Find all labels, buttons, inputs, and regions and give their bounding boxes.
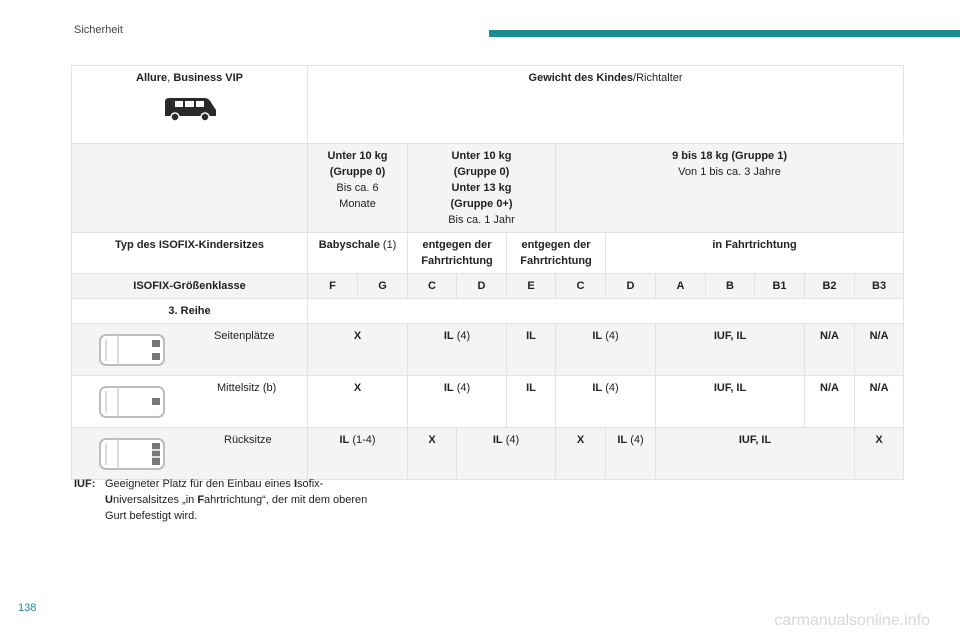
legend-iuf <box>74 476 374 524</box>
size-cell: B3 <box>855 274 904 299</box>
weight-header-cell: Gewicht des Kindes/Richtalter <box>308 66 904 144</box>
legend-text: Geeigneter Platz für den Einbau eines Isofix- Universalsitzes „in Fahrtrichtung“, der mit dem oberen Gurt befestigt wird. <box>105 478 368 522</box>
empty-cell <box>308 299 904 324</box>
seat-row-label: Rücksitze <box>224 434 272 446</box>
group-cell-3: 9 bis 18 kg (Gruppe 1) Von 1 bis ca. 3 Jahre <box>556 144 904 233</box>
size-cell: B <box>706 274 755 299</box>
value-cell: IUF, IL <box>656 376 805 428</box>
type-label-cell: Typ des ISOFIX-Kindersitzes <box>72 233 308 274</box>
page-number: 138 <box>18 602 37 614</box>
value-cell: X <box>408 428 457 480</box>
seat-row-label-cell <box>72 324 308 376</box>
type-cell-4: in Fahrtrichtung <box>606 233 904 274</box>
value-cell: X <box>308 324 408 376</box>
size-label-cell: ISOFIX-Größenklasse <box>72 274 308 299</box>
size-cell: F <box>308 274 358 299</box>
model-name: Allure, Business VIP <box>136 72 244 84</box>
size-cell: B1 <box>755 274 805 299</box>
value-cell: IL (4) <box>457 428 556 480</box>
value-cell: IL (1-4) <box>308 428 408 480</box>
size-cell: C <box>556 274 606 299</box>
value-cell: IL (4) <box>606 428 656 480</box>
legend-key: IUF: <box>74 478 96 490</box>
value-cell: IUF, IL <box>656 324 805 376</box>
seat-rear-icon <box>98 435 168 473</box>
seat-row-label: Seitenplätze <box>214 330 275 342</box>
value-cell: N/A <box>805 376 855 428</box>
type-cell-1: Babyschale (1) <box>308 233 408 274</box>
seat-row-label-cell <box>72 428 308 480</box>
group-cell-1: Unter 10 kg (Gruppe 0) Bis ca. 6 Monate <box>308 144 408 233</box>
size-cell: D <box>606 274 656 299</box>
value-cell: IL (4) <box>556 324 656 376</box>
isofix-table <box>71 65 904 480</box>
group-cell-2: Unter 10 kg (Gruppe 0) Unter 13 kg (Gruppe 0+) Bis ca. 1 Jahr <box>408 144 556 233</box>
seat-middle-icon <box>98 383 168 421</box>
empty-cell <box>72 144 308 233</box>
value-cell: X <box>855 428 904 480</box>
size-cell: C <box>408 274 457 299</box>
size-cell: A <box>656 274 706 299</box>
size-cell: E <box>507 274 556 299</box>
value-cell: IL <box>507 324 556 376</box>
value-cell: N/A <box>855 324 904 376</box>
size-cell: B2 <box>805 274 855 299</box>
value-cell: N/A <box>855 376 904 428</box>
type-cell-3: entgegen der Fahrtrichtung <box>507 233 606 274</box>
header-accent-bar <box>489 30 960 37</box>
size-cell: G <box>358 274 408 299</box>
value-cell: IL <box>507 376 556 428</box>
section-title: Sicherheit <box>74 24 123 36</box>
van-icon <box>161 96 219 122</box>
value-cell: X <box>556 428 606 480</box>
seat-row-label-cell <box>72 376 308 428</box>
row-section-cell: 3. Reihe <box>72 299 308 324</box>
size-cell: D <box>457 274 507 299</box>
value-cell: IL (4) <box>408 324 507 376</box>
type-cell-2: entgegen der Fahrtrichtung <box>408 233 507 274</box>
value-cell: IUF, IL <box>656 428 855 480</box>
seat-row-label: Mittelsitz (b) <box>217 382 277 394</box>
value-cell: N/A <box>805 324 855 376</box>
model-header-cell <box>72 66 308 144</box>
value-cell: IL (4) <box>556 376 656 428</box>
value-cell: IL (4) <box>408 376 507 428</box>
seat-side-icon <box>98 331 168 369</box>
watermark-logo: carmanualsonline.info <box>774 612 930 629</box>
value-cell: X <box>308 376 408 428</box>
